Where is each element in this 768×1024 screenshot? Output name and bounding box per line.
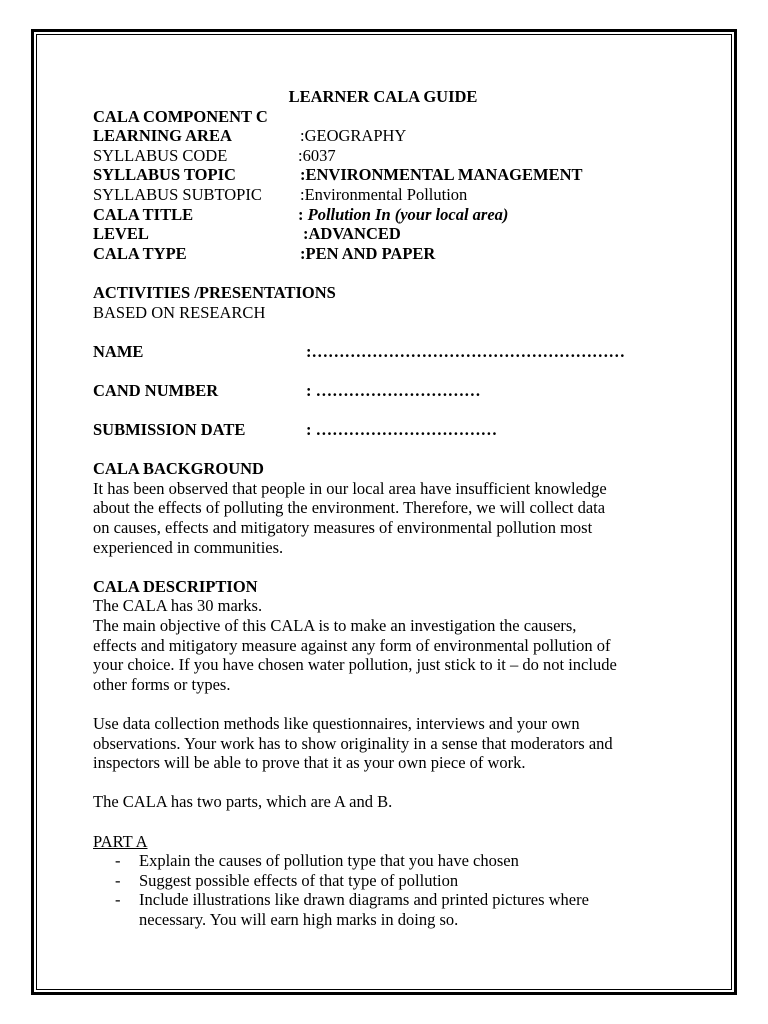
field-syllabus-code [93, 146, 693, 166]
activities-heading: ACTIVITIES /PRESENTATIONS [93, 282, 336, 302]
list-item [93, 871, 693, 891]
activities-subheading: BASED ON RESEARCH [93, 302, 266, 322]
field-value: :GEOGRAPHY [300, 126, 407, 146]
name-field [93, 342, 693, 362]
background-line: experienced in communities. [93, 537, 284, 557]
description-line: other forms or types. [93, 674, 231, 694]
field-label: SYLLABUS CODE [93, 145, 228, 165]
submission-date-field [93, 420, 693, 440]
field-label: CALA TYPE [93, 243, 187, 263]
description-line: The CALA has 30 marks. [93, 596, 263, 616]
methods-line: Use data collection methods like questionnaires, interviews and your own [93, 714, 580, 733]
list-item-text: Include illustrations like drawn diagrams and printed pictures where [139, 890, 589, 910]
field-level [93, 224, 693, 244]
field-syllabus-topic [93, 165, 693, 185]
description-line: your choice. If you have chosen water pollution, just stick to it – do not include [93, 655, 617, 675]
list-item [93, 890, 693, 929]
submission-date-label: SUBMISSION DATE [93, 420, 246, 440]
field-value: :ADVANCED [303, 224, 401, 244]
description-line: effects and mitigatory measure against any form of environmental pollution of [93, 635, 611, 655]
cand-number-label: CAND NUMBER [93, 380, 219, 400]
dash-bullet-icon: - [115, 851, 121, 871]
background-line: on causes, effects and mitigatory measures of environmental pollution most [93, 518, 593, 538]
methods-line: observations. Your work has to show originality in a sense that moderators and [93, 733, 613, 753]
field-value: :PEN AND PAPER [300, 243, 436, 263]
field-value: :6037 [298, 145, 336, 165]
field-label: LEARNING AREA [93, 126, 232, 146]
dash-bullet-icon: - [115, 870, 121, 890]
part-a-heading: PART A [93, 831, 148, 851]
field-label: CALA TITLE [93, 204, 194, 224]
list-item [93, 851, 693, 871]
list-item-text: necessary. You will earn high marks in doing so. [139, 909, 459, 929]
cand-number-blank: : ………………………… [306, 380, 481, 400]
parts-line: The CALA has two parts, which are A and B. [93, 792, 393, 812]
submission-date-blank: : …………………………… [306, 420, 498, 440]
name-blank: :………………………………………………… [306, 341, 625, 361]
name-label: NAME [93, 341, 144, 361]
list-item-text: Explain the causes of pollution type that you have chosen [139, 851, 519, 871]
cand-number-field [93, 381, 693, 401]
field-cala-type [93, 244, 693, 264]
field-value: :Environmental Pollution [300, 184, 468, 204]
field-value-prefix: : [298, 204, 308, 224]
field-label: LEVEL [93, 224, 149, 244]
field-label: SYLLABUS TOPIC [93, 165, 236, 185]
list-item-text: Suggest possible effects of that type of pollution [139, 870, 459, 890]
background-heading: CALA BACKGROUND [93, 459, 264, 479]
field-learning-area [93, 126, 693, 146]
field-value: :ENVIRONMENTAL MANAGEMENT [300, 165, 583, 185]
background-line: about the effects of polluting the environment. Therefore, we will collect data [93, 498, 606, 518]
part-a-list [93, 851, 693, 929]
description-heading: CALA DESCRIPTION [93, 576, 258, 596]
description-line: The main objective of this CALA is to make an investigation the causers, [93, 616, 577, 636]
field-label: SYLLABUS SUBTOPIC [93, 184, 262, 204]
field-cala-title [93, 205, 693, 225]
cala-component: CALA COMPONENT C [93, 106, 268, 126]
dash-bullet-icon: - [115, 890, 121, 910]
field-value: Pollution In (your local area) [307, 204, 509, 224]
document-body [93, 87, 693, 930]
methods-line: inspectors will be able to prove that it as your own piece of work. [93, 753, 526, 773]
field-syllabus-subtopic [93, 185, 693, 205]
document-title: LEARNER CALA GUIDE [288, 87, 478, 106]
background-line: It has been observed that people in our local area have insufficient knowledge [93, 478, 607, 498]
